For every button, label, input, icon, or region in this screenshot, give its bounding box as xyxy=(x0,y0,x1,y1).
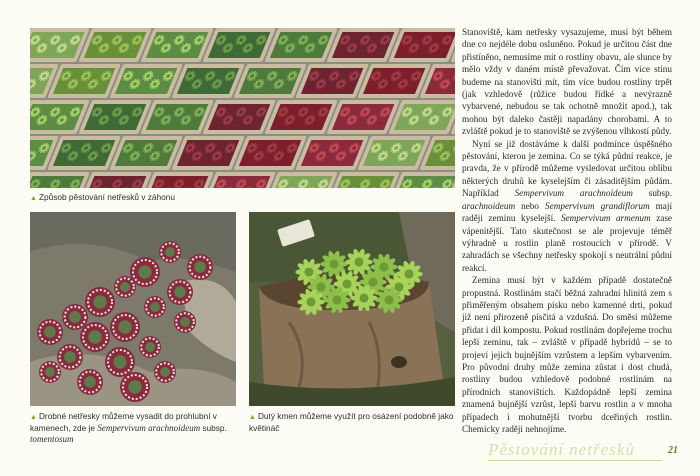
paragraph-soil-reaction-text: nebo xyxy=(515,200,546,211)
caption-trunk-text: Dutý kmen můžeme využít pro osázení podobně jako květináč xyxy=(249,411,454,433)
body-text-column xyxy=(462,26,672,435)
photo-garden-bed xyxy=(30,28,455,188)
species-name: Sempervivum arachnoideum xyxy=(514,188,633,199)
paragraph-soil-permeability: Zemina musí být v každém případě dostatečně propustná. Rostlinám stačí běžná zahradní hlinitá zem s přiměřeným obsahem písku nebo kamenné drti, pokud již není přirozeně písčitá a vzdušná. Do směsi můžeme přidat i díl kompostu. Pokud rostlinám dopřejeme trochu lepší zeminu, tak – zvláště v případě hybridů – se to projeví jejich bujnějším vzrůstem a lepším vybarvením. Pro původní druhy může zemina zůstat i dost chudá, rostliny budou vzhledově podobné rostlinám na přírodních stanovištích. Každopádně lepší zemina znamená bujnější vzrůst, lepší barvu rostlin a v mnoha případech i mohutnější tvorbu dceřiných rostlin. Chemicky raději nehnojíme. xyxy=(462,275,672,434)
paragraph-soil-reaction xyxy=(462,138,672,274)
species-name: Sempervivum grandiflorum xyxy=(545,200,650,211)
caption-garden xyxy=(30,192,450,204)
paragraph-soil-reaction-text: subsp. xyxy=(632,188,672,199)
caption-marker-icon: ▲ xyxy=(249,414,256,421)
running-title: Pěstování netřesků xyxy=(488,440,635,459)
rock-planting-illustration xyxy=(30,212,236,406)
caption-rock-text: Drobné netřesky můžeme vysadit do prohlubní v kamenech, zde je xyxy=(30,411,217,433)
caption-rock-mid: subsp. xyxy=(200,423,227,433)
garden-compartment xyxy=(30,172,90,188)
garden-bed-illustration xyxy=(30,28,455,188)
paragraph-soil-reaction-text: Nyní se již dostáváme k další podmínce úspěšného pěstování, kterou je zemina. Co se týká půdní reakce, je pravda, že v přírodě můžeme vysledovat určitou oblibu některých druhů ke kyselejším či zásaditějším půdám. Například xyxy=(462,138,672,199)
paragraph-site: Stanoviště, kam netřesky vysazujeme, musí být během dne co nejdéle dobu osluněno. Pokud je určitou část dne přistíněno, nemusíme mít o rostliny obavu, ale slunce by mělo vždy v daném místě převažovat. Čím více stínu budeme na stanovišti mít, tím více budou rostliny trpět (jak vzhledově (růžice budou řídké a nevýrazně vybarvené, nebudou se tak ochotně množit apod.), tak mohou být daleko častěji napadány chorobami. A to zvláště pokud je to stanoviště se zvýšenou vlhkostí půdy. xyxy=(462,27,672,137)
caption-marker-icon: ▲ xyxy=(30,195,37,202)
species-name: arachnoideum xyxy=(462,200,516,211)
paragraph-soil-reaction-text: mají raději zeminu kyselejší. xyxy=(462,200,672,224)
footer-rule xyxy=(488,460,662,461)
caption-rock xyxy=(30,411,238,445)
page-footer xyxy=(488,440,678,464)
species-name: Sempervivum armenum xyxy=(560,213,651,224)
caption-trunk xyxy=(249,411,455,434)
caption-garden-text: Způsob pěstování netřesků v záhonu xyxy=(38,192,176,202)
caption-rock-subspecies: tomentosum xyxy=(30,434,74,444)
paragraph-soil-reaction-text: zase vápenitější. Tato skutečnost se ale projevuje téměř výhradně u rostlin planě rostoucích v přírodě. V zahradách se všechny netřesky spokojí s neutrální půdní reakcí. xyxy=(462,213,672,273)
caption-rock-species: Sempervivum arachnoideum xyxy=(97,423,201,433)
page-number: 21 xyxy=(668,445,678,456)
photo-rock-planting xyxy=(30,212,236,406)
photo-trunk-planter xyxy=(249,212,455,406)
trunk-planter-illustration xyxy=(249,212,455,406)
caption-marker-icon: ▲ xyxy=(30,414,37,421)
